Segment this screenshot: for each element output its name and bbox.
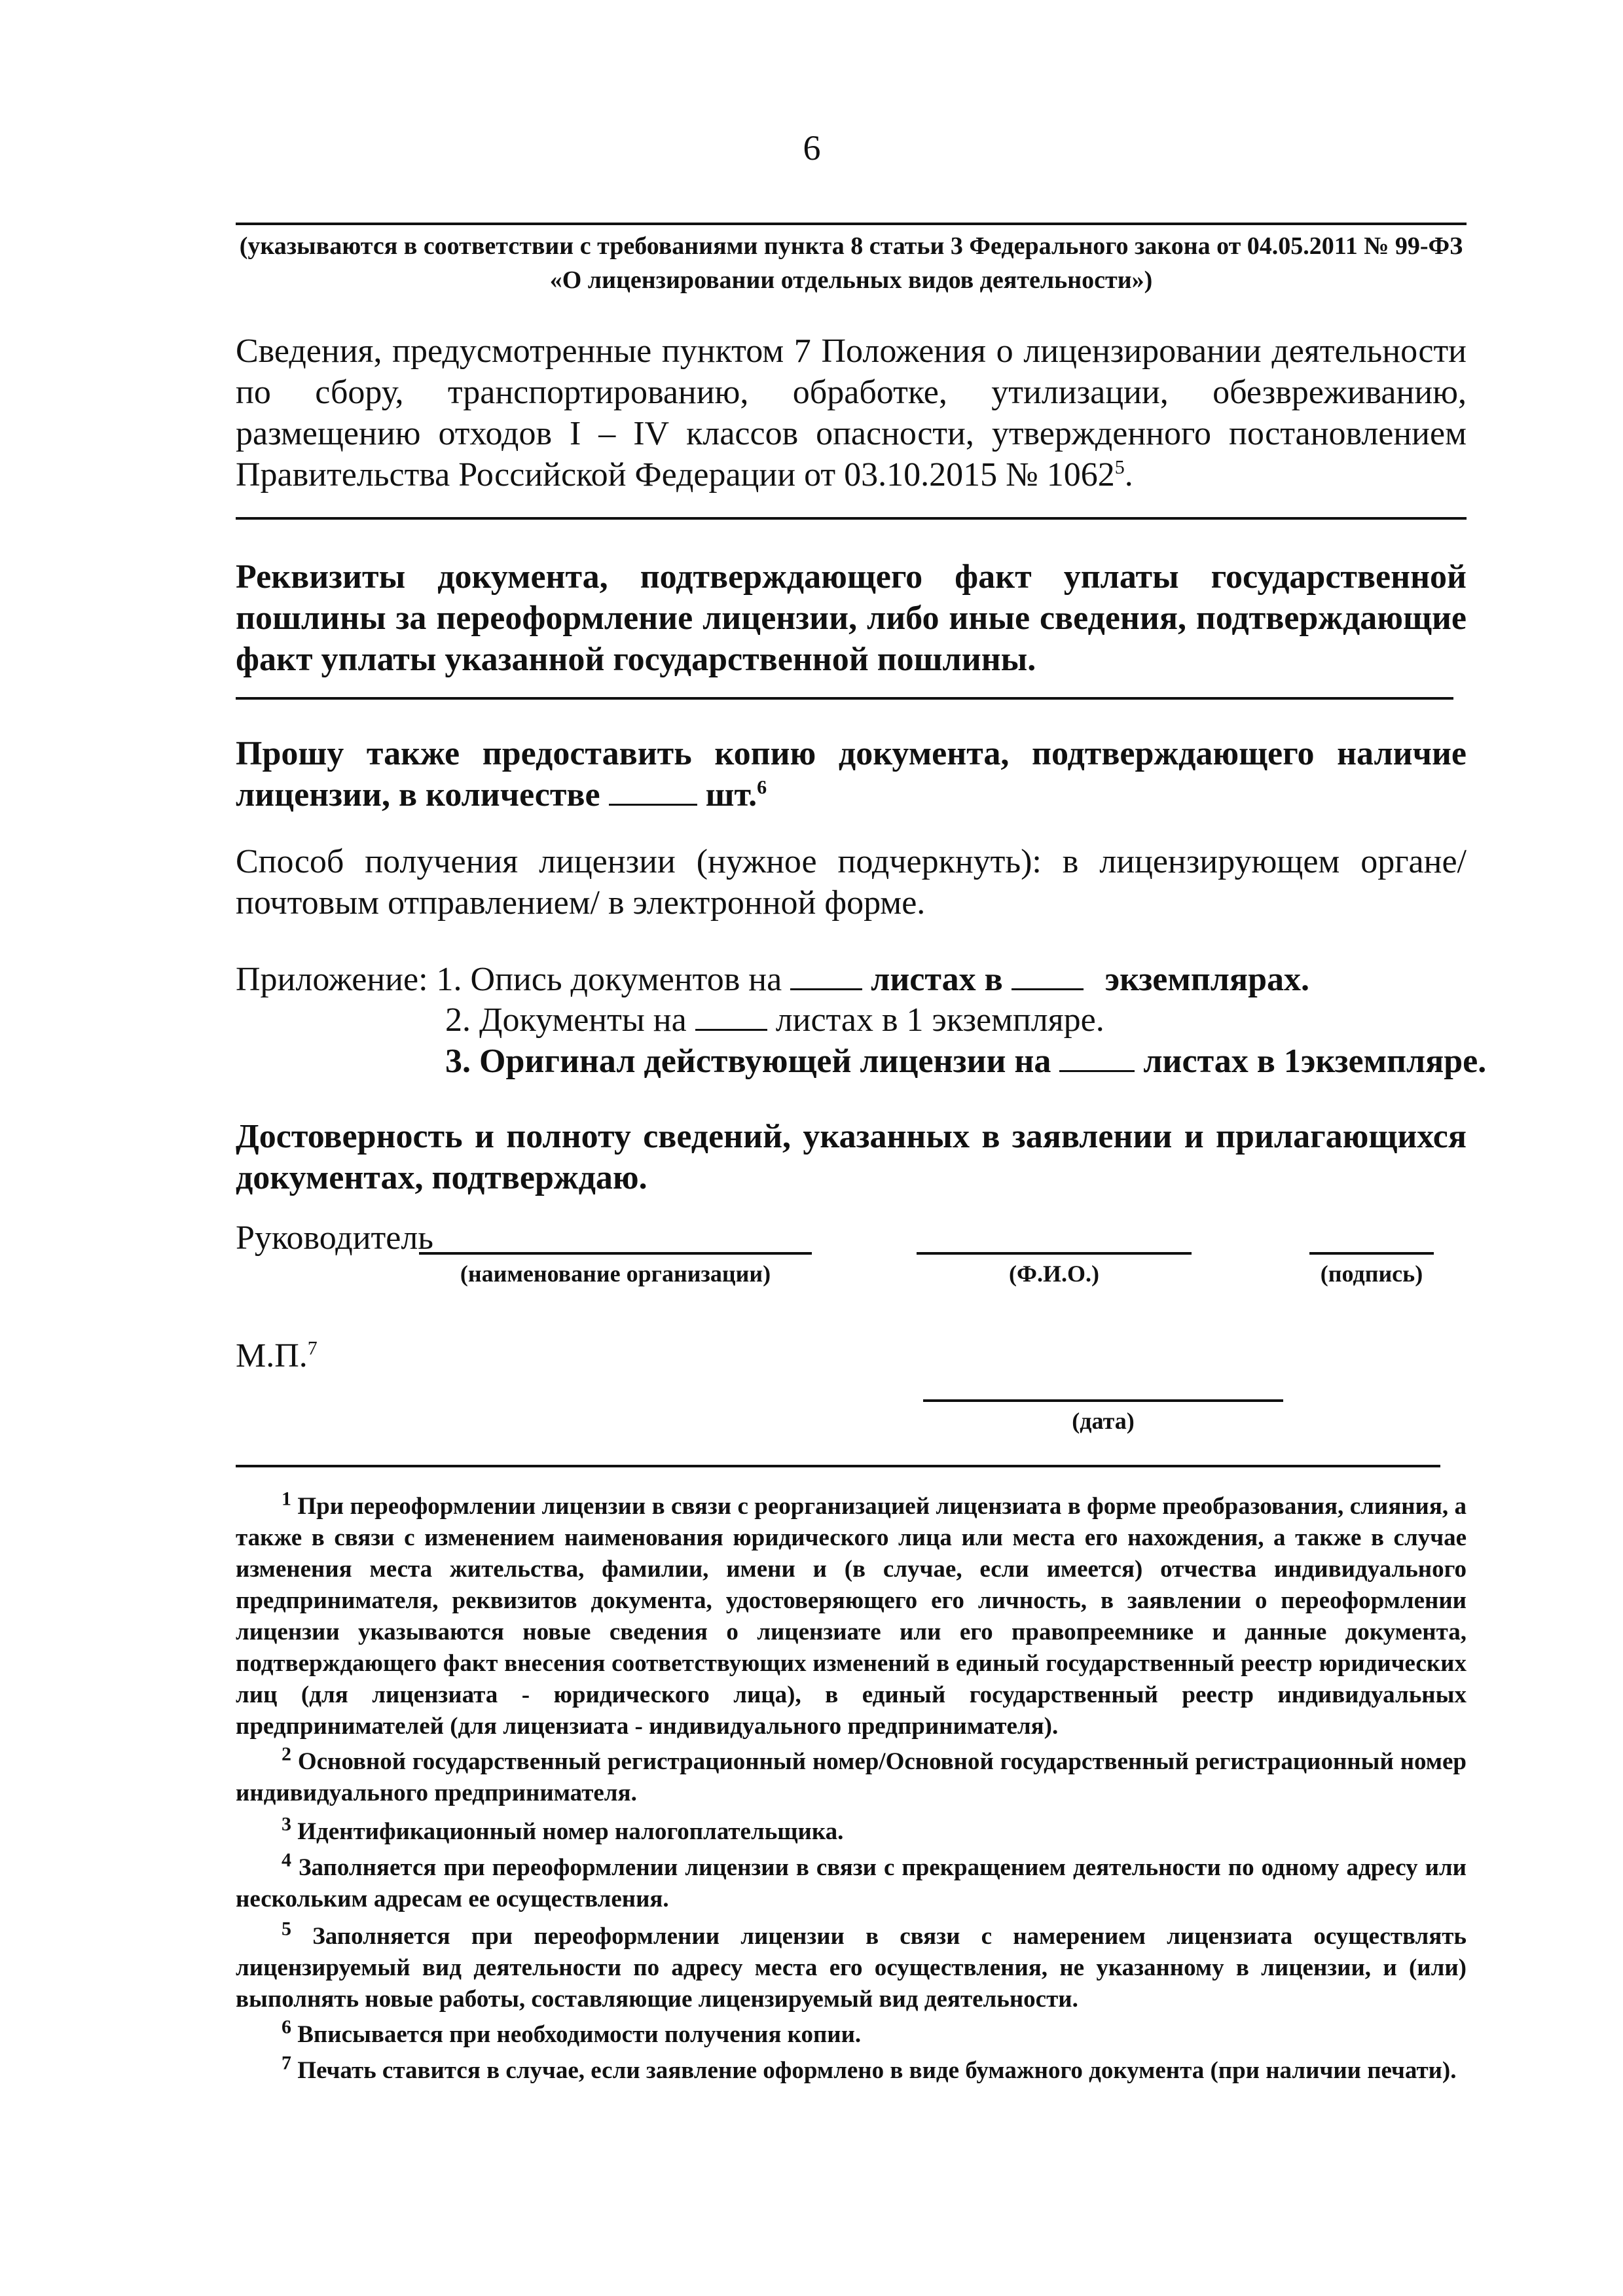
copy-unit: шт. — [705, 776, 757, 814]
stamp-text: М.П. — [236, 1337, 308, 1374]
appendix-item-2-a: 2. Документы на — [445, 1001, 687, 1039]
footnote-2-text: Основной государственный регистрационный номер/Основной государственный регистрационный номер индивидуального предпринимателя. — [236, 1748, 1467, 1806]
footnote-4-text: Заполняется при переоформлении лицензии в связи с прекращением деятельности по одному адресу или нескольким адресам ее осуществления. — [236, 1854, 1467, 1912]
organization-caption: (наименование организации) — [460, 1261, 771, 1287]
copy-count-blank[interactable] — [609, 776, 697, 806]
footnote-1-text: При переоформлении лицензии в связи с реорганизацией лицензиата в форме преобразования, слияния, а также в связи с изменением наименования юридического лица или места его нахождения, а также в случае изменения места жительства, фамилии, имени и (в случае, если имеется) отчества индивидуального предпринимателя, реквизитов документа, удостоверяющего его личность, в заявлении о переоформлении лицензии указываются новые сведения о лицензиате или его правопреемнике и данные документа, подтверждающего факт внесения соответствующих изменений в единый государственный реестр юридических лиц (для лицензиата - юридического лица), в единый государственный реестр индивидуальных предпринимателей (для лицензиата - индивидуального предпринимателя). — [236, 1493, 1467, 1740]
footnote-6-text: Вписывается при необходимости получения копии. — [297, 2021, 862, 2048]
top-rule — [236, 223, 1467, 225]
fio-caption: (Ф.И.О.) — [1009, 1261, 1099, 1287]
footnote-7 — [236, 2052, 1467, 2087]
paragraph-waste-text: Сведения, предусмотренные пунктом 7 Положения о лицензировании деятельности по сбору, транспортированию, обработке, утилизации, обезвреживанию, размещению отходов I – IV классов опасности, утвержденного постановлением Правительства Российской Федерации от 03.10.2015 № 1062 — [236, 332, 1467, 493]
footnote-4 — [236, 1849, 1467, 1915]
fill-line-1 — [236, 517, 1467, 520]
head-label: Руководитель — [236, 1219, 433, 1257]
footnote-6 — [236, 2016, 1467, 2051]
footnote-4-mark: 4 — [282, 1849, 291, 1871]
appendix-item-1-c: экземплярах. — [1104, 961, 1309, 998]
paragraph-confirmation: Достоверность и полноту сведений, указанных в заявлении и прилагающихся документах, подтверждаю. — [236, 1118, 1467, 1196]
footnote-2 — [236, 1743, 1467, 1809]
footnote-7-mark: 7 — [282, 2052, 291, 2074]
documents-sheets-blank[interactable] — [695, 1001, 767, 1031]
signature-caption: (подпись) — [1320, 1261, 1423, 1287]
footnote-ref-6: 6 — [757, 776, 767, 798]
license-sheets-blank[interactable] — [1059, 1043, 1135, 1072]
paragraph-waste-info — [236, 331, 1467, 495]
appendix-label: Приложение: — [236, 961, 428, 998]
footnote-separator — [236, 1465, 1440, 1467]
footnote-5-text: Заполняется при переоформлении лицензии в связи с намерением лицензиата осуществлять лицензируемый вид деятельности по адресу места его осуществления, не указанному в лицензии, и (или) выполнять новые работы, составляющие лицензируемый вид деятельности. — [236, 1923, 1467, 2013]
paragraph-waste-end: . — [1124, 456, 1133, 493]
date-caption: (дата) — [1072, 1408, 1135, 1434]
inventory-sheets-blank[interactable] — [790, 961, 862, 990]
fill-line-2 — [236, 697, 1453, 700]
paragraph-copy-request — [236, 733, 1467, 816]
footnote-3-mark: 3 — [282, 1813, 291, 1835]
footnote-ref-7: 7 — [307, 1337, 318, 1359]
inventory-copies-blank[interactable] — [1012, 961, 1084, 990]
footnote-ref-5: 5 — [1114, 456, 1125, 478]
footnote-5 — [236, 1918, 1467, 2015]
appendix-item-2 — [445, 999, 1104, 1041]
footnote-3 — [236, 1813, 1467, 1848]
page-number: 6 — [803, 128, 821, 168]
signature-line[interactable] — [1309, 1252, 1434, 1255]
appendix-item-1 — [236, 959, 1309, 1000]
top-note: (указываются в соответствии с требованиями пункта 8 статьи 3 Федерального закона от 04.05.2011 № 99-ФЗ «О лицензировании отдельных видов деятельности») — [239, 232, 1463, 294]
footnote-7-text: Печать ставится в случае, если заявление оформлено в виде бумажного документа (при наличии печати). — [297, 2057, 1457, 2084]
footnote-3-text: Идентификационный номер налогоплательщика. — [297, 1818, 844, 1845]
footnote-6-mark: 6 — [282, 2016, 291, 2038]
appendix-item-3-a: 3. Оригинал действующей лицензии на — [445, 1043, 1051, 1080]
stamp-label — [236, 1335, 318, 1376]
fio-line[interactable] — [917, 1252, 1192, 1255]
paragraph-delivery-method: Способ получения лицензии (нужное подчеркнуть): в лицензирующем органе/ почтовым отправлением/ в электронной форме. — [236, 843, 1467, 922]
appendix-item-2-b: листах в 1 экземпляре. — [775, 1001, 1104, 1039]
appendix-item-3 — [445, 1041, 1486, 1082]
footnote-5-mark: 5 — [282, 1918, 291, 1940]
organization-line[interactable] — [419, 1252, 812, 1255]
paragraph-fee-details: Реквизиты документа, подтверждающего факт уплаты государственной пошлины за переоформление лицензии, либо иные сведения, подтверждающие факт уплаты указанной государственной пошлины. — [236, 558, 1467, 678]
footnote-1 — [236, 1488, 1467, 1742]
copy-request-text: Прошу также предоставить копию документа, подтверждающего наличие лицензии, в количестве — [236, 735, 1467, 814]
footnote-1-mark: 1 — [282, 1488, 291, 1510]
date-line[interactable] — [923, 1399, 1283, 1402]
footnote-2-mark: 2 — [282, 1743, 291, 1765]
appendix-item-1-a: 1. Опись документов на — [436, 961, 782, 998]
appendix-item-3-b: листах в 1экземпляре. — [1143, 1043, 1487, 1080]
appendix-item-1-b: листах в — [871, 961, 1003, 998]
